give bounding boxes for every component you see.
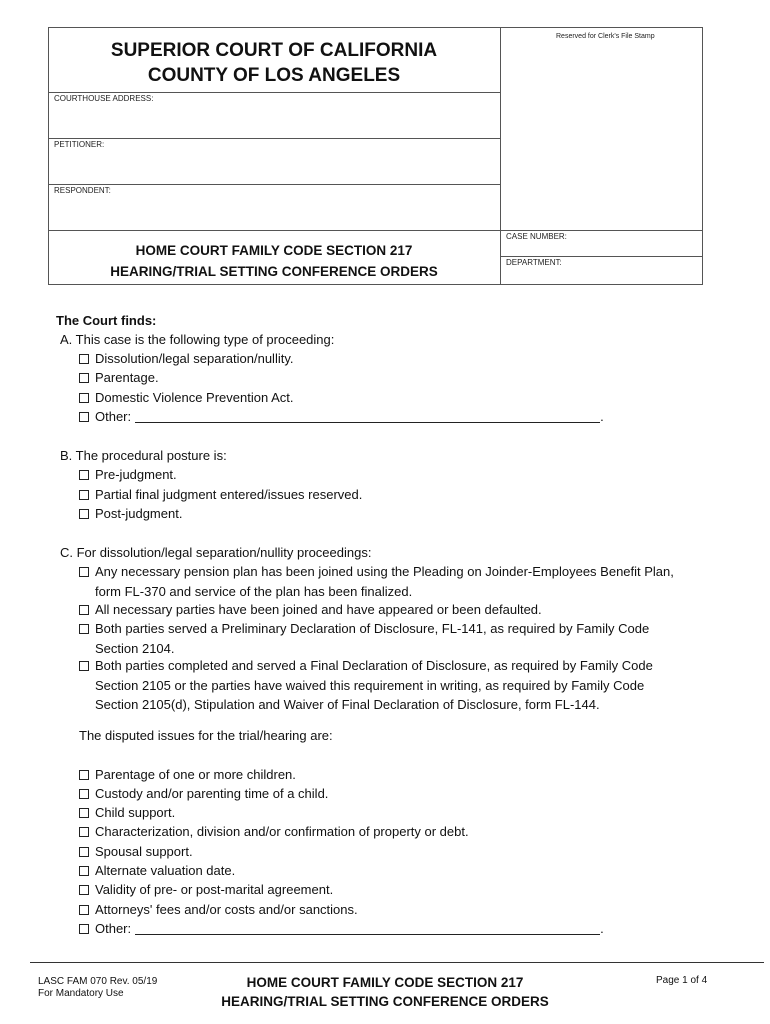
disputed-option[interactable]	[79, 842, 193, 862]
label: Dissolution/legal separation/nullity.	[95, 351, 294, 366]
section-a-option[interactable]	[79, 388, 293, 408]
label: Both parties served a Preliminary Declaration of Disclosure, FL-141, as required by Family Code	[95, 621, 650, 636]
label: All necessary parties have been joined and have appeared or been defaulted.	[95, 602, 542, 617]
section-c-item[interactable]	[79, 619, 719, 658]
checkbox[interactable]	[79, 924, 89, 934]
label-continued: Section 2105 or the parties have waived this requirement in writing, as required by Family Code	[95, 677, 645, 693]
label: Other:	[95, 409, 132, 424]
disputed-option[interactable]	[79, 803, 175, 823]
footer-form-id	[38, 976, 157, 1000]
label-continued: form FL-370 and service of the plan has been finalized.	[95, 583, 413, 599]
other-fill-line[interactable]	[135, 408, 600, 423]
rule	[48, 184, 500, 185]
footer-title	[175, 973, 595, 1011]
department-label: DEPARTMENT:	[506, 258, 562, 267]
label: Characterization, division and/or confirmation of property or debt.	[95, 824, 469, 839]
section-a-option[interactable]	[79, 349, 293, 369]
checkbox[interactable]	[79, 866, 89, 876]
section-b-heading: B. The procedural posture is:	[60, 448, 227, 463]
page-number: Page 1 of 4	[656, 975, 708, 986]
other-fill-line[interactable]	[135, 920, 600, 935]
checkbox[interactable]	[79, 770, 89, 780]
checkbox[interactable]	[79, 847, 89, 857]
label-continued: Section 2104.	[95, 640, 175, 656]
rule	[500, 256, 703, 257]
form-title-line-2: HEARING/TRIAL SETTING CONFERENCE ORDERS	[110, 264, 438, 279]
label: Post-judgment.	[95, 506, 183, 521]
disputed-option[interactable]	[79, 784, 328, 804]
court-finds-heading: The Court finds:	[56, 313, 157, 328]
label: Pre-judgment.	[95, 467, 177, 482]
checkbox[interactable]	[79, 470, 89, 480]
disputed-option[interactable]	[79, 822, 469, 842]
checkbox[interactable]	[79, 624, 89, 634]
disputed-option-other[interactable]: Other: .	[79, 919, 604, 939]
checkbox[interactable]	[79, 567, 89, 577]
form-title-line-1: HOME COURT FAMILY CODE SECTION 217	[135, 243, 413, 258]
clerk-stamp-label: Reserved for Clerk's File Stamp	[556, 33, 655, 40]
label: Custody and/or parenting time of a child.	[95, 786, 329, 801]
disputed-issues-heading: The disputed issues for the trial/hearing are:	[79, 728, 333, 743]
section-b-option[interactable]	[79, 485, 362, 505]
label: Parentage.	[95, 370, 159, 385]
section-c-heading: C. For dissolution/legal separation/nullity proceedings:	[60, 545, 372, 560]
section-b-option[interactable]	[79, 504, 182, 524]
form-title	[48, 240, 500, 282]
checkbox[interactable]	[79, 827, 89, 837]
label: Domestic Violence Prevention Act.	[95, 390, 294, 405]
checkbox[interactable]	[79, 354, 89, 364]
checkbox[interactable]	[79, 509, 89, 519]
checkbox[interactable]	[79, 808, 89, 818]
rule	[48, 138, 500, 139]
court-line-2: COUNTY OF LOS ANGELES	[147, 65, 401, 86]
checkbox[interactable]	[79, 373, 89, 383]
rule	[48, 230, 703, 231]
label: Parentage of one or more children.	[95, 767, 296, 782]
label: Both parties completed and served a Final Declaration of Disclosure, as required by Family Code	[95, 658, 653, 673]
section-a-option-other[interactable]: Other: .	[79, 407, 604, 427]
checkbox[interactable]	[79, 661, 89, 671]
section-a-option[interactable]	[79, 368, 159, 388]
checkbox[interactable]	[79, 885, 89, 895]
label: Partial final judgment entered/issues reserved.	[95, 487, 363, 502]
label: Validity of pre- or post-marital agreement.	[95, 882, 334, 897]
checkbox[interactable]	[79, 490, 89, 500]
checkbox[interactable]	[79, 905, 89, 915]
label-continued: Section 2105(d), Stipulation and Waiver of Final Declaration of Disclosure, form FL-144.	[95, 697, 600, 712]
disputed-option[interactable]	[79, 900, 358, 920]
checkbox[interactable]	[79, 412, 89, 422]
checkbox[interactable]	[79, 789, 89, 799]
footer-title-line-2: HEARING/TRIAL SETTING CONFERENCE ORDERS	[221, 994, 549, 1009]
section-a-heading: A. This case is the following type of proceeding:	[60, 332, 335, 347]
disputed-option[interactable]	[79, 765, 296, 785]
court-line-1: SUPERIOR COURT OF CALIFORNIA	[110, 40, 438, 61]
checkbox[interactable]	[79, 605, 89, 615]
disputed-option[interactable]	[79, 880, 333, 900]
court-name	[48, 38, 500, 88]
disputed-option[interactable]	[79, 861, 235, 881]
footer-rule	[30, 962, 764, 963]
label: Child support.	[95, 805, 176, 820]
petitioner-label: PETITIONER:	[54, 140, 105, 149]
label: Other:	[95, 921, 132, 936]
courthouse-address-label: COURTHOUSE ADDRESS:	[54, 94, 154, 103]
respondent-label: RESPONDENT:	[54, 186, 111, 195]
label: Any necessary pension plan has been joined using the Pleading on Joinder-Employees Benefit Plan,	[95, 564, 674, 579]
section-c-item[interactable]	[79, 562, 719, 601]
section-c-item[interactable]	[79, 600, 542, 620]
label: Attorneys' fees and/or costs and/or sanctions.	[95, 902, 358, 917]
label: Spousal support.	[95, 844, 193, 859]
case-number-label: CASE NUMBER:	[506, 232, 567, 241]
section-b-option[interactable]	[79, 465, 177, 485]
label: Alternate valuation date.	[95, 863, 236, 878]
caption-divider	[500, 27, 501, 285]
form-id: LASC FAM 070 Rev. 05/19	[38, 976, 158, 987]
checkbox[interactable]	[79, 393, 89, 403]
footer-title-line-1: HOME COURT FAMILY CODE SECTION 217	[246, 975, 524, 990]
mandatory-use: For Mandatory Use	[38, 988, 124, 999]
rule	[48, 92, 500, 93]
section-c-item[interactable]	[79, 656, 719, 715]
